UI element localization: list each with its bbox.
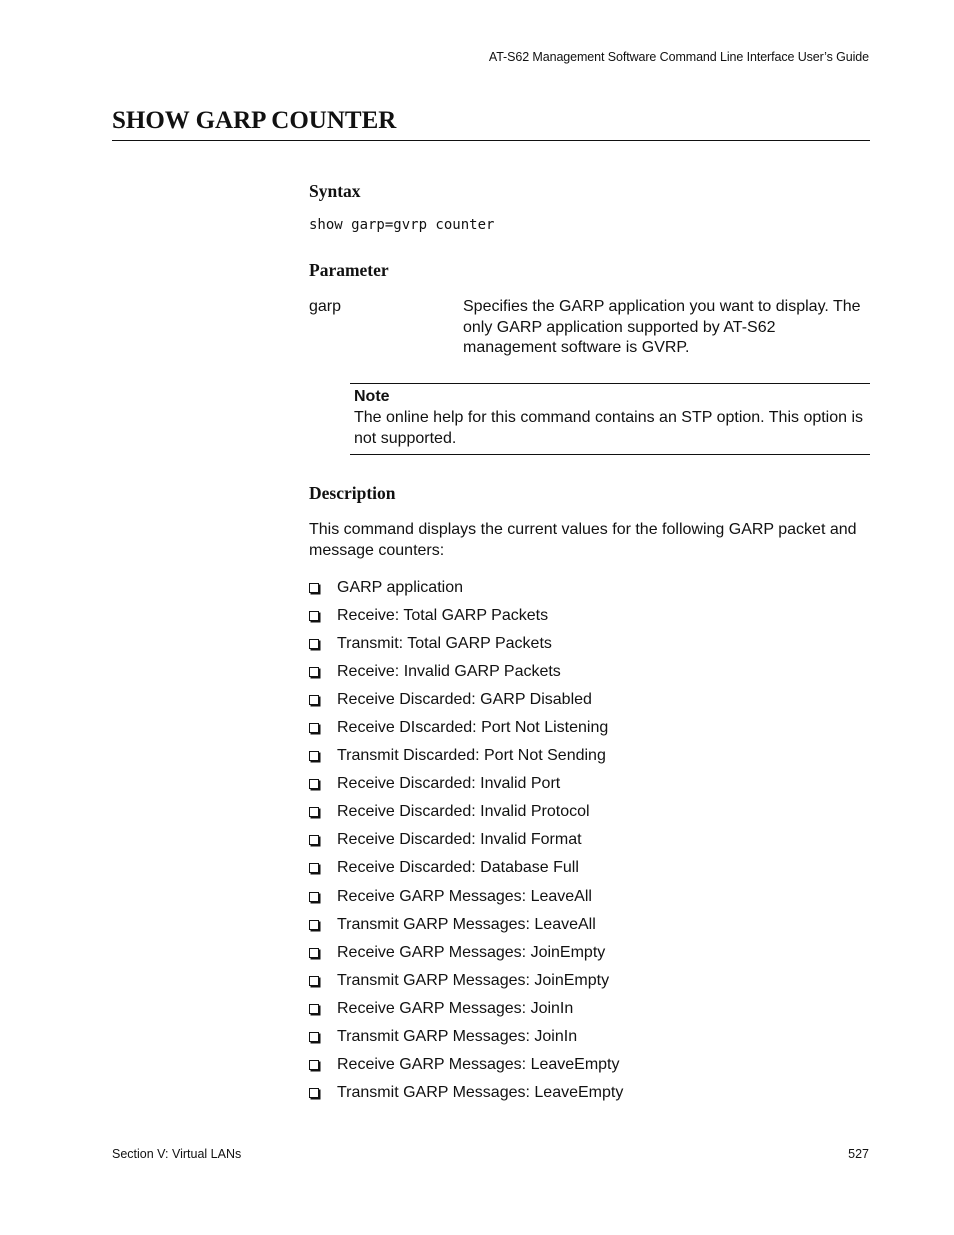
list-item (309, 830, 623, 858)
list-item-text: Transmit GARP Messages: JoinEmpty (337, 971, 610, 989)
list-item (309, 606, 623, 634)
list-item (309, 971, 623, 999)
list-item-text: Receive GARP Messages: LeaveEmpty (337, 1055, 620, 1073)
list-item (309, 718, 623, 746)
list-item-text: Receive: Invalid GARP Packets (337, 663, 561, 681)
list-item-text: Receive GARP Messages: JoinEmpty (337, 943, 606, 961)
list-item (309, 774, 623, 802)
checkbox-bullet-icon (309, 807, 319, 817)
checkbox-bullet-icon (309, 695, 319, 705)
checkbox-bullet-icon (309, 751, 319, 761)
checkbox-bullet-icon (309, 892, 319, 902)
list-item (309, 915, 623, 943)
page-title: SHOW GARP COUNTER (112, 106, 870, 141)
description-text: This command displays the current values for the following GARP packet and message counters: (309, 521, 857, 559)
list-item-text: Receive GARP Messages: LeaveAll (337, 887, 592, 905)
checkbox-bullet-icon (309, 779, 319, 789)
checkbox-bullet-icon (309, 948, 319, 958)
checkbox-bullet-icon (309, 976, 319, 986)
note-label: Note (354, 388, 390, 405)
list-item (309, 999, 623, 1027)
checkbox-bullet-icon (309, 639, 319, 649)
list-item (309, 887, 623, 915)
checkbox-bullet-icon (309, 611, 319, 621)
checkbox-bullet-icon (309, 723, 319, 733)
list-item (309, 1055, 623, 1083)
parameter-description: Specifies the GARP application you want to display. The only GARP application supported by AT-S62 management software is GVRP. (463, 298, 861, 356)
list-item-text: Transmit GARP Messages: JoinIn (337, 1027, 578, 1045)
list-item (309, 578, 623, 606)
checkbox-bullet-icon (309, 1088, 319, 1098)
list-item-text: Receive: Total GARP Packets (337, 607, 549, 625)
syntax-heading: Syntax (309, 181, 361, 201)
list-item-text: GARP application (337, 579, 463, 596)
description-heading: Description (309, 483, 396, 503)
list-item-text: Transmit: Total GARP Packets (337, 635, 552, 653)
list-item (309, 662, 623, 690)
checkbox-bullet-icon (309, 863, 319, 873)
list-item (309, 858, 623, 886)
list-item (309, 943, 623, 971)
counter-list (309, 578, 623, 1111)
parameter-heading: Parameter (309, 260, 389, 280)
note-box (350, 383, 870, 455)
parameter-name: garp (309, 298, 342, 315)
checkbox-bullet-icon (309, 1004, 319, 1014)
list-item-text: Receive Discarded: Invalid Port (337, 775, 561, 793)
list-item (309, 634, 623, 662)
list-item (309, 746, 623, 774)
list-item-text: Transmit GARP Messages: LeaveEmpty (337, 1083, 624, 1101)
checkbox-bullet-icon (309, 920, 319, 930)
list-item-text: Receive Discarded: Invalid Format (337, 831, 582, 849)
list-item-text: Receive GARP Messages: JoinIn (337, 999, 574, 1017)
syntax-command: show garp=gvrp counter (309, 217, 495, 233)
list-item (309, 690, 623, 718)
list-item-text: Receive Discarded: Invalid Protocol (337, 803, 590, 821)
note-text: The online help for this command contains an STP option. This option is not supported. (354, 409, 864, 447)
checkbox-bullet-icon (309, 667, 319, 677)
list-item-text: Transmit GARP Messages: LeaveAll (337, 915, 596, 933)
list-item-text: Receive DIscarded: Port Not Listening (337, 719, 609, 737)
checkbox-bullet-icon (309, 583, 319, 593)
list-item (309, 1083, 623, 1111)
list-item-text: Receive Discarded: GARP Disabled (337, 691, 592, 709)
footer-section-label: Section V: Virtual LANs (112, 1147, 242, 1161)
checkbox-bullet-icon (309, 1032, 319, 1042)
checkbox-bullet-icon (309, 835, 319, 845)
checkbox-bullet-icon (309, 1060, 319, 1070)
list-item-text: Transmit Discarded: Port Not Sending (337, 747, 606, 765)
running-header: AT-S62 Management Software Command Line Interface User’s Guide (488, 50, 869, 64)
list-item-text: Receive Discarded: Database Full (337, 859, 579, 877)
footer-page-number: 527 (848, 1147, 869, 1161)
list-item (309, 802, 623, 830)
list-item (309, 1027, 623, 1055)
